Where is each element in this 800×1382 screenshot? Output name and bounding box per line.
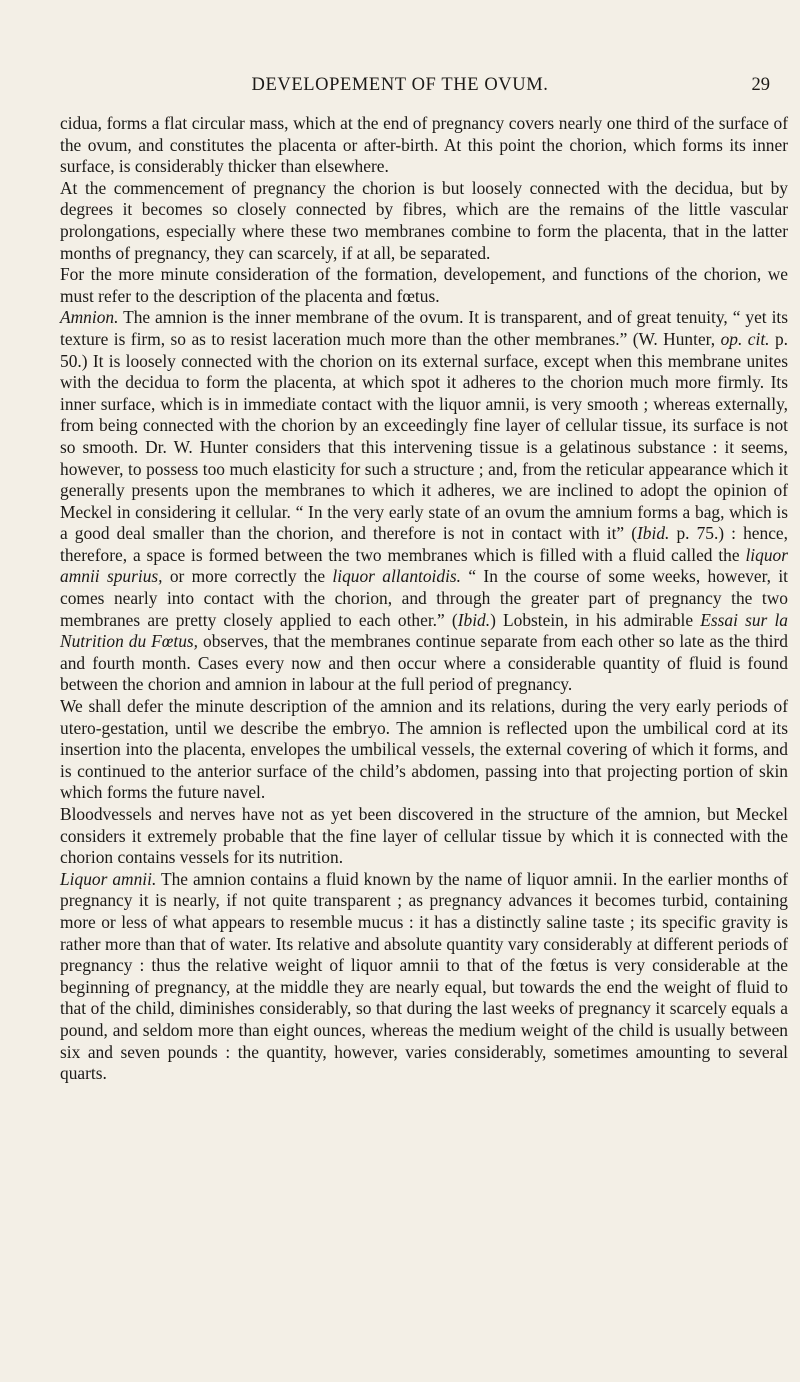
citation: op. cit. bbox=[720, 328, 770, 349]
book-title: Essai sur la Nutrition du Fœtus, bbox=[60, 609, 788, 652]
text-run: observes, that the membranes continue separate from each other so late as the third and fourth month. Cases every now and then occur where a considerable quantity of fluid is found between the chorion and amnion in labour at the full period of pregnancy. bbox=[60, 631, 788, 695]
section-heading-liquor-amnii: Liquor amnii. bbox=[60, 868, 157, 889]
paragraph: For the more minute consideration of the formation, developement, and functions of the chorion, we must refer to the description of the placenta and fœtus. bbox=[60, 264, 788, 306]
paragraph: We shall defer the minute description of the amnion and its relations, during the very early periods of utero-gestation, until we describe the embryo. The amnion is reflected upon the umbilical cord at its insertion into the placenta, envelopes the umbilical vessels, the external covering of which it forms, and is continued to the anterior surface of the child’s abdomen, passing into that projecting portion of skin which forms the future navel. bbox=[60, 696, 788, 803]
text-run: ) Lobstein, in his admirable bbox=[490, 609, 701, 630]
section-heading-amnion: Amnion. bbox=[60, 307, 119, 328]
text-run: p. 50.) It is loosely connected with the chorion on its external surface, except when this membrane unites with the decidua to form the placenta, at which spot it adheres to the chorion much more firmly. Its inner surface, which is in immediate contact with the liquor amnii, is very smooth ; whereas externally, from being connected with the chorion by an exceedingly fine layer of cellular tissue, its surface is not so smooth. Dr. W. Hunter considers that this intervening tissue is a gelatinous substance : it seems, however, to possess too much elasticity for such a structure ; and, from the reticular appearance which it generally presents upon the membranes to which it adheres, we are inclined to adopt the opinion of Meckel in considering it cellular. “ In the very early state of an ovum the amnium forms a bag, which is a good deal smaller than the chorion, and therefore is not in contact with it” ( bbox=[60, 328, 788, 544]
text-run: or more correctly the bbox=[162, 566, 333, 587]
term: liquor amnii spurius, bbox=[60, 544, 788, 587]
paragraph-amnion bbox=[60, 307, 788, 696]
page-number: 29 bbox=[751, 75, 770, 95]
text-run: p. 75.) : hence, therefore, a space is formed between the two membranes which is filled with a fluid called the bbox=[60, 523, 788, 565]
text-run: “ In the course of some weeks, however, it comes nearly into contact with the chorion, and through the greater part of pregnancy the two membranes are pretty closely applied to each other.” ( bbox=[60, 566, 789, 630]
citation: Ibid. bbox=[637, 523, 670, 544]
paragraph: At the commencement of pregnancy the chorion is but loosely connected with the decidua, but by degrees it becomes so closely connected by fibres, which are the remains of the little vascular prolongations, especially where these two membranes combine to form the placenta, that in the latter months of pregnancy, they can scarcely, if at all, be separated. bbox=[60, 177, 788, 263]
paragraph: cidua, forms a flat circular mass, which at the end of pregnancy covers nearly one third of the surface of the ovum, and constitutes the placenta or after-birth. At this point the chorion, which forms its inner surface, is considerably thicker than elsewhere. bbox=[60, 113, 788, 177]
paragraph: Bloodvessels and nerves have not as yet been discovered in the structure of the amnion, but Meckel considers it extremely probable that the fine layer of cellular tissue by which it is connected with the chorion contains vessels for its nutrition. bbox=[60, 804, 788, 868]
text-run: The amnion is the inner membrane of the ovum. It is transparent, and of great tenuity, “ yet its texture is firm, so as to resist laceration much more than the other membranes.” (W. Hunter, bbox=[60, 307, 788, 349]
body-text bbox=[60, 113, 788, 1085]
text-run: The amnion contains a fluid known by the name of liquor amnii. In the earlier months of pregnancy it is nearly, if not quite transparent ; as pregnancy advances it becomes turbid, containing more or less of what appears to resemble mucus : it has a distinctly saline taste ; its specific gravity is rather more than that of water. Its relative and absolute quantity vary considerably at different periods of pregnancy : thus the relative weight of liquor amnii to that of the fœtus is very considerable at the beginning of pregnancy, at the middle they are nearly equal, but towards the end the weight of fluid to that of the child, diminishes considerably, so that during the last weeks of pregnancy it scarcely equals a pound, and seldom more than eight ounces, whereas the medium weight of the child is usually between six and seven pounds : the quantity, however, varies considerably, sometimes amounting to several quarts. bbox=[60, 868, 788, 1084]
paragraph-liquor-amnii bbox=[60, 869, 788, 1085]
term: liquor allantoidis. bbox=[332, 566, 462, 587]
citation: Ibid. bbox=[457, 609, 491, 630]
running-head: DEVELOPEMENT OF THE OVUM. bbox=[251, 75, 549, 95]
